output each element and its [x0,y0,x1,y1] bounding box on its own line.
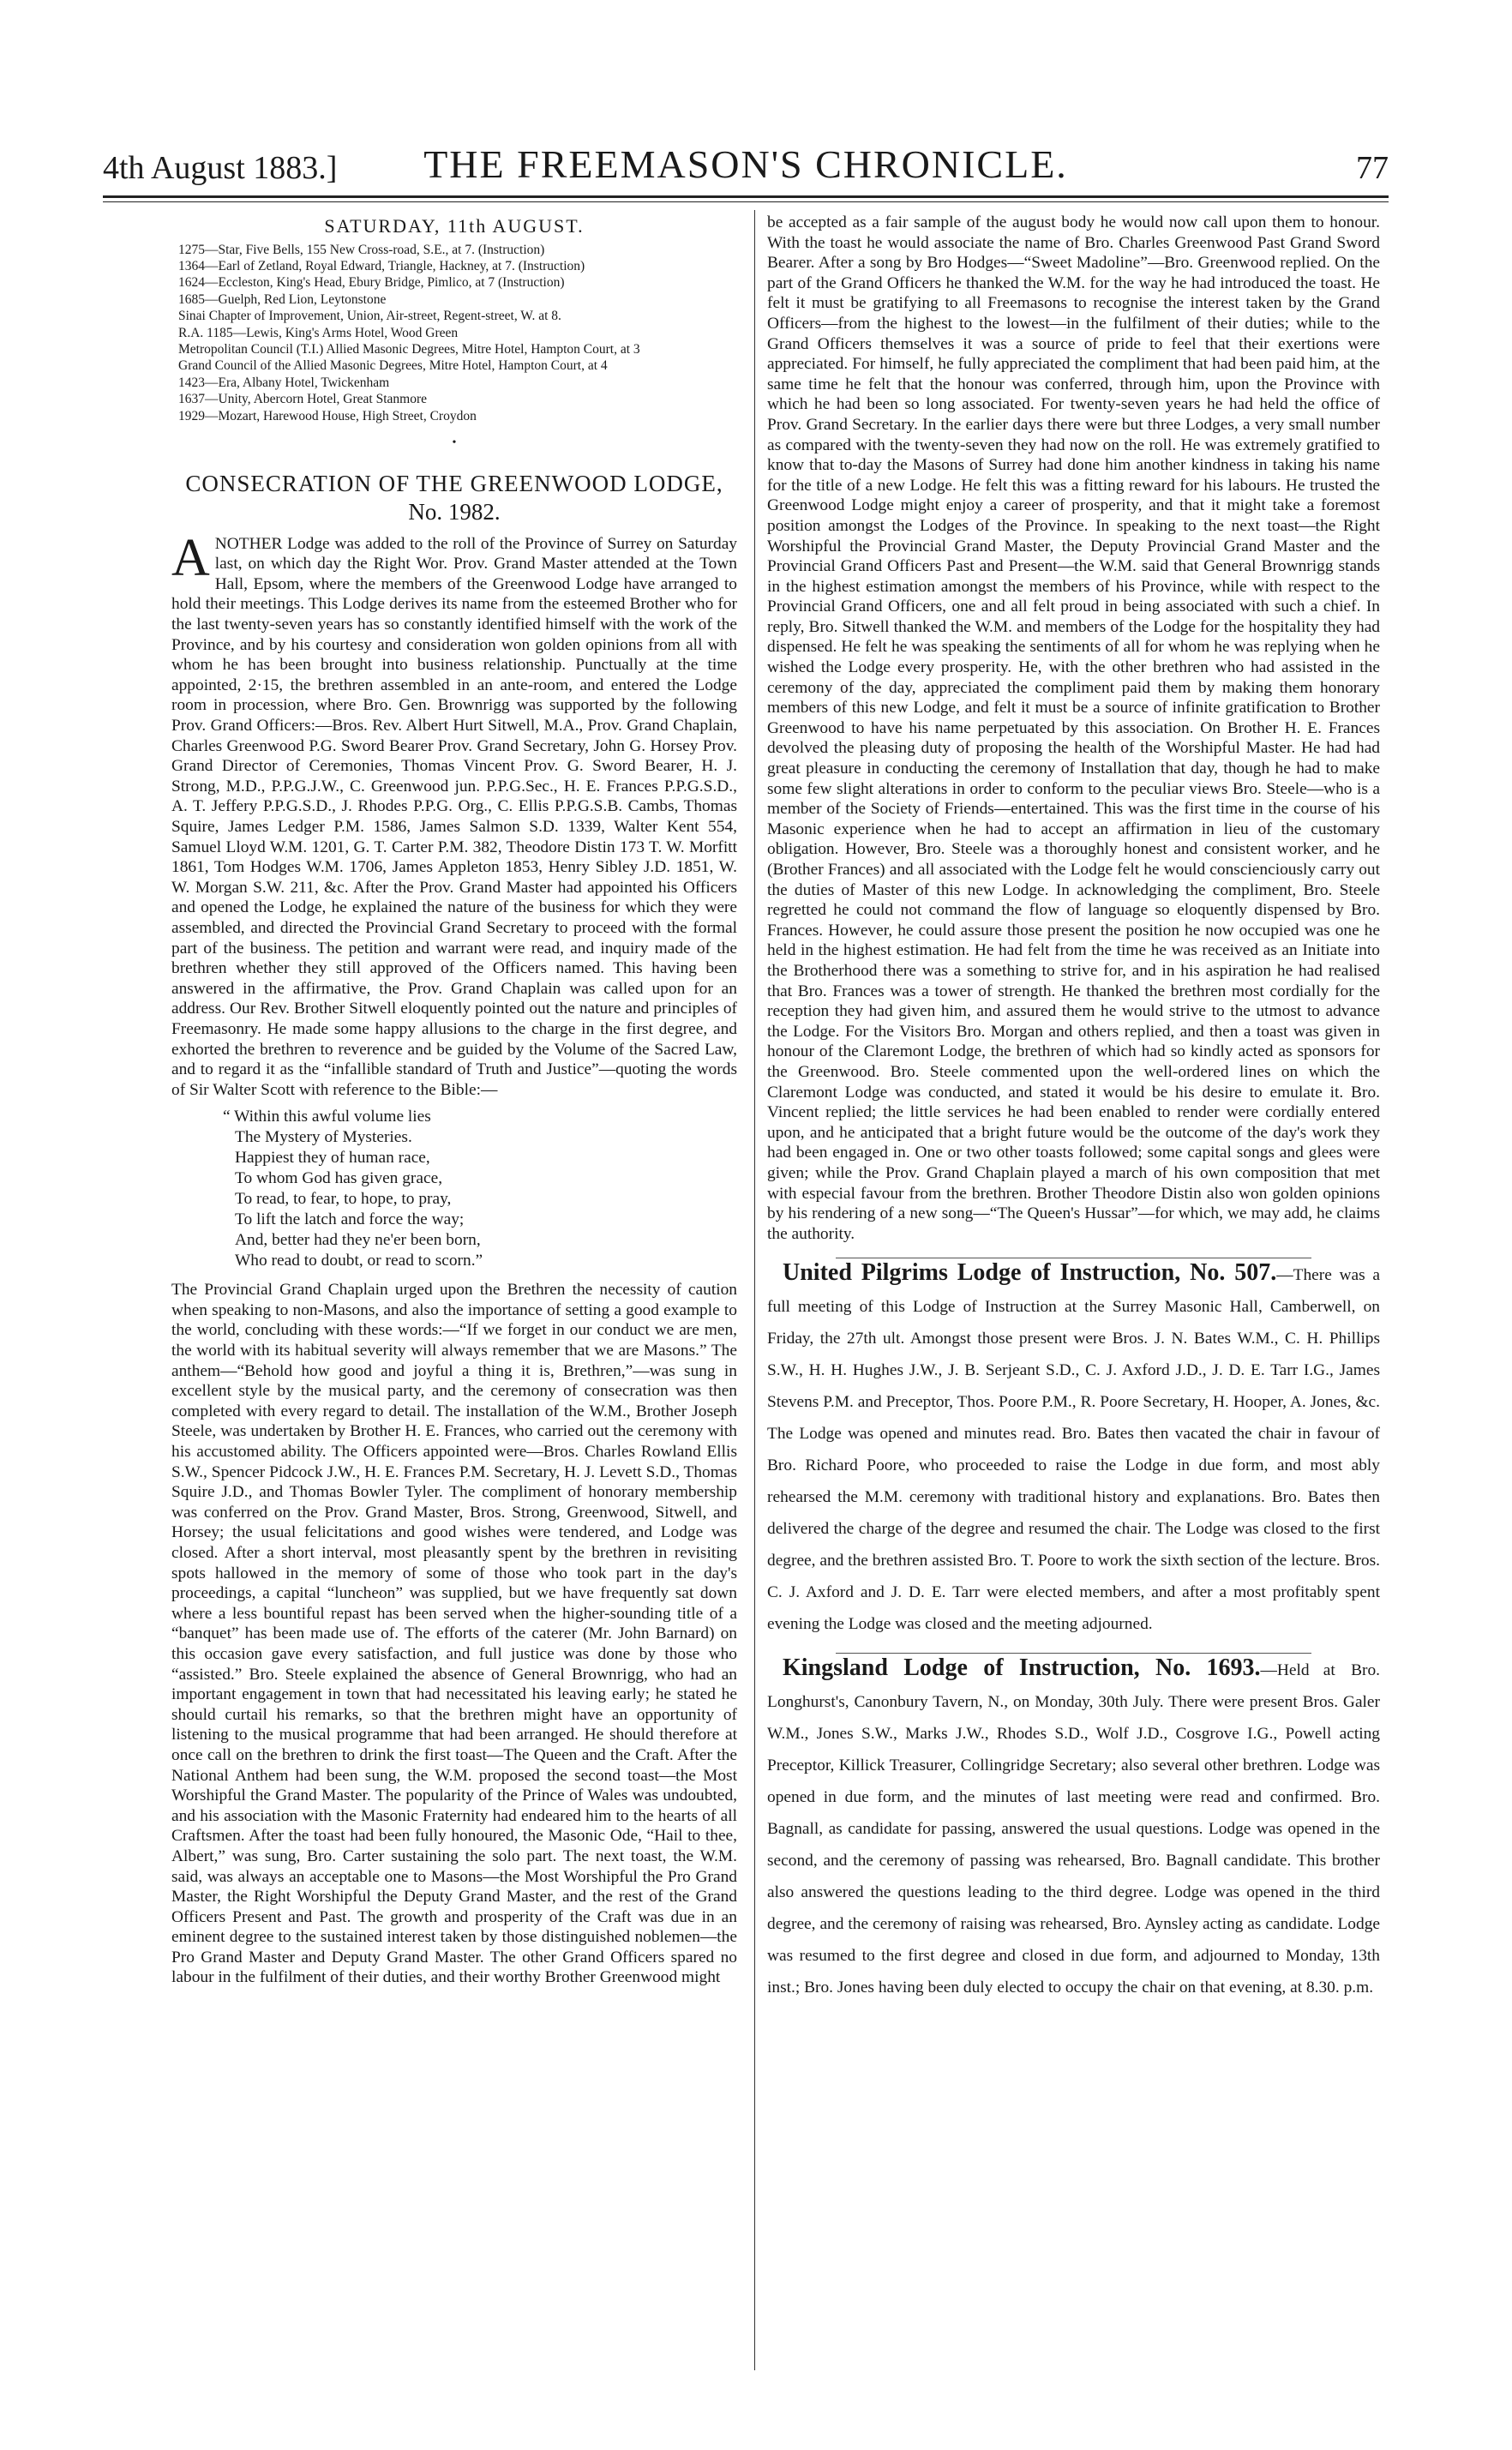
issue-date: 4th August 1883.] [103,150,338,186]
meeting-item: 1624—Eccleston, King's Head, Ebury Bridge, Pimlico, at 7 (Instruction) [178,275,565,291]
lodge-report-text: —There was a full meeting of this Lodge of Instruction at the Surrey Masonic Hall, Camberwell, on Friday, the 27th ult. Amongst those present were Bros. J. N. Bates W.M., C. H. Phillips S.W., H. H. Hughes J.W., J. B. Serjeant S.D., C. J. Axford J.D., J. D. E. Tarr I.G., James Stevens P.M. and Preceptor, Thos. Poore P.M., R. Poore Secretary, H. Hooper, A. Jones, &c. The Lodge was opened and minutes read. Bro. Bates then vacated the chair in favour of Bro. Richard Poore, who proceeded to raise the Lodge in due form, and most ably rehearsed the M.M. ceremony with traditional history and explanations. Bro. Bates then delivered the charge of the degree and resumed the chair. The Lodge was closed to the first degree, and the brethren assisted Bro. T. Poore to work the sixth section of the lecture. Bros. C. J. Axford and J. D. E. Tarr were elected members, and after a most profitably spent evening the Lodge was closed and the meeting adjourned. [767,1266,1380,1634]
meeting-item: 1364—Earl of Zetland, Royal Edward, Triangle, Hackney, at 7. (Instruction) [178,259,585,273]
column-divider [754,210,755,2370]
poem-line: Who read to doubt, or read to scorn.” [235,1252,483,1270]
article-paragraph [171,528,737,1101]
lodge-report-lead: —Held at [1260,1661,1335,1680]
meeting-item: Metropolitan Council (T.I.) Allied Masonic Degrees, Mitre Hotel, Hampton Court, at 3 [178,342,640,357]
masthead-rule-thin [103,201,1389,202]
article-subtitle: No. 1982. [408,498,501,525]
article-paragraph: be accepted as a fair sample of the august body he would now call upon them to honour. With the toast he would associate the name of Bro. Charles Greenwood Past Grand Sword Bearer. After a song by Bro Hodges—“Sweet Madoline”—Bro. Greenwood replied. On the part of the Grand Officers he thanked the W.M. for the way he had introduced the toast. He felt it must be gratifying to all Freemasons to recognise the interest taken by the Grand Officers—from the highest to the lowest—in the fulfilment of their duties; while to the Grand Officers themselves it was a source of pride to feel that their exertions were appreciated. For himself, he fully appreciated the compliment that had been paid him, at the same time he felt that the honour was conferred, through him, upon the Province with which he had been so long associated. For twenty-seven years he had held the office of Prov. Grand Secretary. In the earlier days there were but three Lodges, a very small number as compared with the twenty-seven they had now on the roll. He was extremely gratified to know that to-day the Masons of Surrey had done him another kindness in taking his name for the title of a new Lodge. He felt this was a fitting reward for his labours. He trusted the Greenwood Lodge might enjoy a career of prosperity, and that it might take a foremost position amongst the Lodges of the Province. In speaking to the next toast—the Right Worshipful the Provincial Grand Master, the Deputy Provincial Grand Master and the Provincial Grand Officers Past and Present—the W.M. said that General Brownrigg stands in the highest estimation amongst the members of his Province, while with respect to the Provincial Grand Officers, one and all felt proud in being associated with such a chief. In reply, Bro. Sitwell thanked the W.M. and members of the Lodge for the hospitality they had dispensed. He felt he was speaking the sentiments of all for whom he was replying when he wished the Lodge every prosperity. He, with the other brethren who had assisted in the ceremony of the day, appreciated the compliment paid them by making them honorary members of this new Lodge, and felt it must be a source of infinite gratification to Brother Greenwood to have his name perpetuated by this association. On Brother H. E. Frances devolved the pleasing duty of proposing the health of the Worshipful Master. He had had great pleasure in conducting the ceremony of Installation that day, though he had to make some few slight alterations in order to conform to the peculiar views Bro. Steele—who is a member of the Society of Friends—entertained. This was the first time in the course of his Masonic experience when he had to accept an affirmation in lieu of the customary obligation. However, Bro. Steele was a thoroughly honest and consistent worker, and he (Brother Frances) and all associated with the Lodge felt he would conscienciously carry out the duties of Master of this new Lodge. In acknowledging the compliment, Bro. Steele regretted he could not command the flow of language so eloquently dispensed by Bro. Frances. However, he could assure those present the position he now occupied was one he held in the highest estimation. He had felt from the time he was received as an Initiate into the Brotherhood there was a something to strive for, and in his aspiration he had realised that Bro. Frances was a tower of strength. He thanked the brethren most cordially for the reception they had given him, and assured them he would strive to the utmost to advance the Lodge. For the Visitors Bro. Morgan and others replied, and then a toast was given in honour of the Claremont Lodge, the brethren of which had so kindly acted as sponsors for the Greenwood. Bro. Steele commented upon the well-ordered lines on which the Claremont Lodge was conducted, and stated it would be his desire to emulate it. Bro. Vincent replied; the little services he had been enabled to render were cordially entered upon, and he anticipated that a bright future would be the outcome of the day's work they had been engaged in. One or two other toasts followed; some capital songs and glees were given; while the Prov. Grand Chaplain played a march of his own composition that met with especial favour from the brethren. Brother Theodore Distin also won golden opinions by his rendering of a new song—“The Queen's Hussar”—for which, we may add, he claims the authority. [767,213,1380,1243]
article-paragraph-text: NOTHER Lodge was added to the roll of the Province of Surrey on Saturday last, on which day the Right Wor. Prov. Grand Master attended at the Town Hall, Epsom, where the members of the Greenwood Lodge have arranged to hold their meetings. This Lodge derives its name from the esteemed Brother who for the last twenty-seven years has so constantly identified himself with the work of the Province, and by his courtesy and consideration won golden opinions from all with whom he has been brought into business relationship. Punctually at the time appointed, 2·15, the brethren assembled in an ante-room, and entered the Lodge room in procession, where Bro. Gen. Brownrigg was supported by the following Prov. Grand Officers:—Bros. Rev. Albert Hurt Sitwell, M.A., Prov. Grand Chaplain, Charles Greenwood P.G. Sword Bearer Prov. Grand Secretary, John G. Horsey Prov. Grand Director of Ceremonies, Thomas Vincent Prov. G. Sword Bearer, H. J. Strong, M.D., P.P.G.J.W., C. Greenwood jun. P.P.G.Sec., H. E. Frances P.P.G.S.D., A. T. Jeffery P.P.G.S.D., J. Rhodes P.P.G. Org., C. Ellis P.P.G.S.B. Cambs, Thomas Squire, James Ledger P.M. 1586, James Salmon S.D. 1339, Walter Kent 554, Samuel Lloyd W.M. 1201, G. T. Carter P.M. 382, Theodore Distin 173 T. W. Morfitt 1861, Tom Hodges W.M. 1706, James Appleton 1853, Henry Sibley J.D. 1851, W. W. Morgan S.W. 211, &c. After the Prov. Grand Master had appointed his Officers and opened the Lodge, he explained the nature of the business for which they were assembled, and directed the Provincial Grand Secretary to proceed with the formal part of the business. The petition and warrant were read, and inquiry made of the brethren whether they still approved of the Officers named. This having been answered in the affirmative, the Prov. Grand Chaplain was called upon for an address. Our Rev. Brother Sitwell eloquently pointed out the nature and principles of Freemasonry. He made some happy allusions to the charge in the first degree, and exhorted the brethren to reverence and be guided by the Volume of the Sacred Law, and to regard it as the “infallible standard of Truth and Justice”—quoting the words of Sir Walter Scott with reference to the Bible:— [171,534,737,1099]
lodge-report-title: Kingsland Lodge of Instruction, No. 1693. [783,1654,1261,1682]
meeting-item: 1275—Star, Five Bells, 155 New Cross-road, S.E., at 7. (Instruction) [178,242,545,257]
article-title: CONSECRATION OF THE GREENWOOD LODGE, [185,470,723,496]
poem-line: The Mystery of Mysteries. [235,1128,412,1147]
poem-line: “ Within this awful volume lies [223,1108,431,1126]
quoted-poem [223,1107,737,1271]
meeting-item: R.A. 1185—Lewis, King's Arms Hotel, Wood Green [178,325,459,340]
publication-title: THE FREEMASON'S CHRONICLE. [423,142,1068,186]
meetings-heading: SATURDAY, 11th AUGUST. [324,215,585,237]
masthead-rule-thick [103,195,1389,198]
poem-line: To whom God has given grace, [235,1169,443,1188]
left-column [171,213,737,1988]
lodge-report-text: Bro. Longhurst's, Canonbury Tavern, N., on Monday, 30th July. There were present Bros. Galer W.M., Jones S.W., Marks J.W., Rhodes S.D., Wolf J.D., Cosgrove I.G., Powell acting Preceptor, Killick Treasurer, Collingridge Secretary; also several other brethren. Lodge was opened in due form, and the minutes of last meeting were read and confirmed. Bro. Bagnall, as candidate for passing, answered the usual questions. Lodge was opened in the second, and the ceremony of passing was rehearsed, Bro. Bagnall candidate. This brother also answered the questions leading to the third degree. Lodge was opened in the third degree, and the ceremony of raising was rehearsed, Bro. Aynsley acting as candidate. Lodge was resumed to the first degree and closed in due form, and adjourned to Monday, 13th inst.; Bro. Jones having been duly elected to occupy the chair on that evening, at 8.30. p.m. [767,1661,1380,1997]
lodge-report-title: United Pilgrims Lodge of Instruction, No. 507. [783,1259,1277,1287]
lodge-report [767,1258,1380,1639]
poem-line: To read, to fear, to hope, to pray, [235,1190,452,1209]
meeting-item: 1637—Unity, Abercorn Hotel, Great Stanmore [178,392,427,407]
right-column [767,213,1380,2003]
meeting-item: Grand Council of the Allied Masonic Degrees, Mitre Hotel, Hampton Court, at 4 [178,358,608,374]
meeting-item: Sinai Chapter of Improvement, Union, Air-street, Regent-street, W. at 8. [178,309,561,324]
article-paragraph: The Provincial Grand Chaplain urged upon the Brethren the necessity of caution when speaking to non-Masons, and also the importance of setting a good example to the world, concluding with these words:—“If we forget in our conduct we are men, the world with its habitual severity will always remember that we are Masons.” The anthem—“Behold how good and joyful a thing it is, Brethren,”—was sung in excellent style by the musical party, and the ceremony of consecration was then completed with every regard to detail. The installation of the W.M., Brother Joseph Steele, was undertaken by Brother H. E. Frances, who carried out the ceremony with his accustomed ability. The Officers appointed were—Bros. Charles Rowland Ellis S.W., Spencer Pidcock J.W., H. E. Frances P.M. Secretary, H. J. Levett S.D., Thomas Squire J.D., and Thomas Bowler Tyler. The compliment of honorary membership was conferred on the Prov. Grand Master, Bros. Strong, Greenwood, Sitwell, and Horsey; the usual felicitations and good wishes were tendered, and Lodge was closed. After a short interval, most pleasantly spent by the brethren in revisiting spots hallowed in the memory of some of those who took part in the day's proceedings, a capital “luncheon” was supplied, but we have frequently sat down where a less bountiful repast has been served when the higher-sounding title of a “banquet” has been made use of. The efforts of the caterer (Mr. John Barnard) on this occasion gave every satisfaction, and full justice was done by those who “assisted.” Bro. Steele explained the absence of General Brownrigg, who had an important engagement in town that had necessitated his leaving early; he stated he should curtail his remarks, so that the brethren might have an opportunity of listening to the musical programme that had been arranged. He should therefore at once call on the brethren to drink the first toast—The Queen and the Craft. After the National Anthem had been sung, the W.M. proposed the second toast—the Most Worshipful the Grand Master. The popularity of the Prince of Wales was undoubted, and his association with the Masonic Fraternity had endeared him to the hearts of all Craftsmen. After the toast had been fully honoured, the Masonic Ode, “Hail to thee, Albert,” was sung, Bro. Carter sustaining the solo part. The next toast, the W.M. said, was always an acceptable one to Masons—the Most Worshipful the Pro Grand Master, the Right Worshipful the Deputy Grand Master, and the rest of the Grand Officers Present and Past. The growth and prosperity of the Craft was due in an eminent degree to the sustained interest taken by those distinguished noblemen—the Pro Grand Master and Deputy Grand Master. The other Grand Officers spared no labour in the fulfilment of their duties, and their worthy Brother Greenwood might [171,1281,737,1987]
drop-cap: A [171,528,210,587]
poem-line: And, better had they ne'er been born, [235,1231,481,1250]
meeting-item: 1423—Era, Albany Hotel, Twickenham [178,375,390,390]
poem-line: Happiest they of human race, [235,1149,430,1168]
meeting-item: 1685—Guelph, Red Lion, Leytonstone [178,291,387,307]
page-number: 77 [1356,150,1389,186]
meeting-item: 1929—Mozart, Harewood House, High Street, Croydon [178,408,477,423]
section-divider-mark: • [452,436,457,450]
masthead [103,137,1389,197]
poem-line: To lift the latch and force the way; [235,1210,465,1229]
lodge-report [767,1654,1380,2003]
meetings-list [178,242,737,424]
